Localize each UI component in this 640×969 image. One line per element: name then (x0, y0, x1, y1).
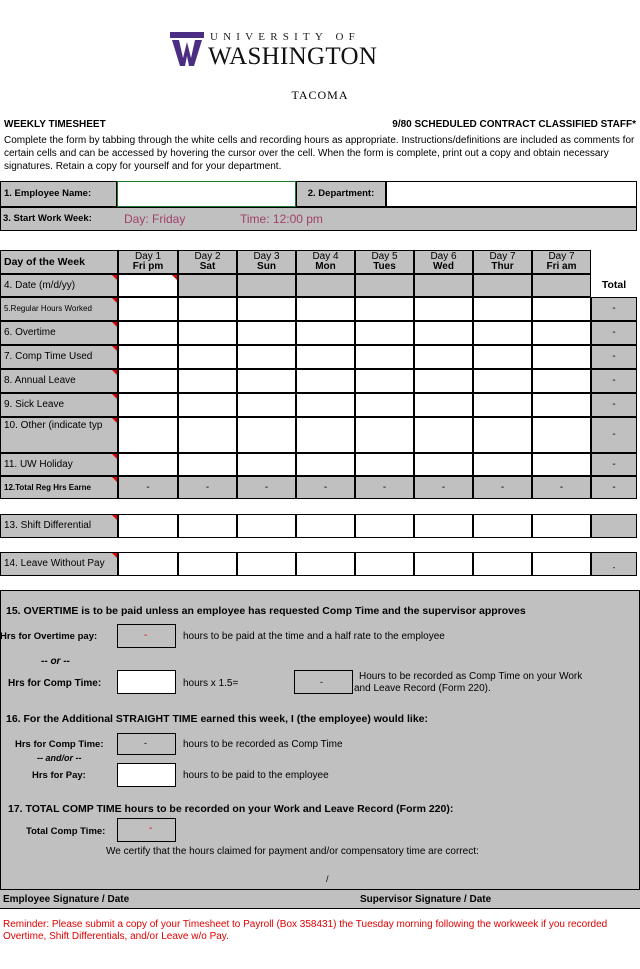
cell-holiday-day2[interactable] (178, 453, 237, 476)
cell-comp_used-day6[interactable] (414, 345, 473, 369)
cell-other-day3[interactable] (237, 417, 296, 453)
day-header-4 (296, 250, 355, 274)
cell-regular-day7[interactable] (473, 297, 532, 321)
day-header-8 (532, 250, 591, 274)
uw-w-logo-icon (170, 32, 204, 68)
cell-total_reg-day7 (473, 476, 532, 499)
cell-overtime-day7[interactable] (473, 321, 532, 345)
cell-overtime-day8[interactable] (532, 321, 591, 345)
comp-record-text-2: and Leave Record (Form 220). (354, 683, 491, 694)
comp-multiplier: hours x 1.5= (183, 678, 239, 689)
cell-overtime-day5[interactable] (355, 321, 414, 345)
cell-other-day7[interactable] (473, 417, 532, 453)
comp-record-text-1: Hours to be recorded as Comp Time on your Work (359, 671, 583, 682)
employee-name-field[interactable] (117, 181, 296, 207)
cell-total_reg-day4 (296, 476, 355, 499)
cell-holiday-day5[interactable] (355, 453, 414, 476)
start-time-value: Time: 12:00 pm (240, 212, 323, 226)
total-regular: - (591, 297, 637, 321)
cell-regular-day2[interactable] (178, 297, 237, 321)
day-header-number: Day 3 (253, 251, 280, 262)
total-shift_diff (591, 514, 637, 538)
cell-holiday-day8[interactable] (532, 453, 591, 476)
cell-other-day4[interactable] (296, 417, 355, 453)
cell-comp_used-day7[interactable] (473, 345, 532, 369)
cell-annual-day7[interactable] (473, 369, 532, 393)
total-comp-value: - (149, 823, 153, 834)
cell-lwop-day7[interactable] (473, 552, 532, 576)
day-header-name: Tues (373, 261, 396, 272)
payroll-reminder: Reminder: Please submit a copy of your Timesheet to Payroll (Box 358431) the Tuesday morning following the workweek if you recorded Overtime, Shift Differentials, and/or Leave w/o Pay. (3, 919, 608, 942)
cell-other-day6[interactable] (414, 417, 473, 453)
ot-pay-text: hours to be paid at the time and a half rate to the employee (183, 631, 445, 642)
day-of-week-label: Day of the Week (0, 250, 118, 274)
row-label-total_reg: 12.Total Reg Hrs Earne (0, 476, 118, 499)
straight-comp-text: hours to be recorded as Comp Time (183, 739, 343, 750)
cell-sick-day7[interactable] (473, 393, 532, 417)
ot-pay-value: - (144, 630, 148, 641)
cell-holiday-day3[interactable] (237, 453, 296, 476)
section16-title: 16. For the Additional STRAIGHT TIME earned this week, I (the employee) would like: (6, 713, 429, 725)
supervisor-signature-label: Supervisor Signature / Date (360, 894, 492, 905)
university-name: WASHINGTON (208, 43, 378, 70)
day-header-number: Day 7 (548, 251, 575, 262)
cell-lwop-day1[interactable] (118, 552, 178, 576)
straight-comp-value: - (144, 738, 147, 748)
total-lwop: - (591, 552, 637, 576)
cell-date-day7 (473, 274, 532, 297)
day-header-name: Mon (315, 261, 336, 272)
cell-shift_diff-day7[interactable] (473, 514, 532, 538)
row-label-holiday: 11. UW Holiday (0, 453, 118, 476)
cell-date-day2 (178, 274, 237, 297)
row-label-lwop: 14. Leave Without Pay (0, 552, 118, 576)
total-holiday: - (591, 453, 637, 476)
day-header-7 (473, 250, 532, 274)
day-header-1 (118, 250, 178, 274)
cell-total_reg-day3 (237, 476, 296, 499)
cell-shift_diff-day6[interactable] (414, 514, 473, 538)
cell-overtime-day3[interactable] (237, 321, 296, 345)
total-reg-day-value: - (323, 482, 328, 493)
start-day-value: Day: Friday (124, 212, 186, 226)
campus-name: TACOMA (291, 88, 349, 102)
row-label-comp_used: 7. Comp Time Used (0, 345, 118, 369)
cell-shift_diff-day4[interactable] (296, 514, 355, 538)
cell-annual-day3[interactable] (237, 369, 296, 393)
cell-comp_used-day1[interactable] (118, 345, 178, 369)
day-header-number: Day 2 (194, 251, 221, 262)
section15-title: 15. OVERTIME is to be paid unless an employee has requested Comp Time and the supervisor approves (6, 605, 526, 617)
cell-date-day4 (296, 274, 355, 297)
day-header-2 (178, 250, 237, 274)
row-label-shift_diff: 13. Shift Differential (0, 514, 118, 538)
ot-pay-label: Hrs for Overtime pay: (0, 631, 98, 642)
cell-overtime-day6[interactable] (414, 321, 473, 345)
cell-regular-day5[interactable] (355, 297, 414, 321)
row-label-regular: 5.Regular Hours Worked (0, 297, 118, 321)
total-total_reg: - (591, 476, 637, 499)
cell-holiday-day6[interactable] (414, 453, 473, 476)
day-header-6 (414, 250, 473, 274)
comp-result-box (294, 670, 353, 694)
cell-regular-day6[interactable] (414, 297, 473, 321)
straight-pay-label: Hrs for Pay: (32, 770, 86, 781)
cell-total_reg-day2 (178, 476, 237, 499)
cell-holiday-day4[interactable] (296, 453, 355, 476)
total-reg-day-value: - (264, 482, 269, 493)
total-annual: - (591, 369, 637, 393)
cell-comp_used-day2[interactable] (178, 345, 237, 369)
instructions: Complete the form by tabbing through the white cells and recording hours as appropriate. Instructions/definitions are included as comments for certain cells and can be accessed by hovering the cursor over the cell. When the form is complete, print out a copy and obtain necessary signatures. Retain a copy for yourself and for your department. (4, 135, 635, 172)
certify-text: We certify that the hours claimed for payment and/or compensatory time are correct: (106, 846, 479, 857)
straight-pay-input[interactable] (117, 763, 176, 787)
cell-sick-day5[interactable] (355, 393, 414, 417)
cell-holiday-day7[interactable] (473, 453, 532, 476)
total-comp_used: - (591, 345, 637, 369)
cell-shift_diff-day5[interactable] (355, 514, 414, 538)
cell-annual-day6[interactable] (414, 369, 473, 393)
cell-shift_diff-day2[interactable] (178, 514, 237, 538)
day-header-name: Thur (491, 261, 514, 272)
cell-sick-day1[interactable] (118, 393, 178, 417)
row-label-date: 4. Date (m/d/yy) (0, 274, 118, 297)
cell-lwop-day4[interactable] (296, 552, 355, 576)
cell-annual-day2[interactable] (178, 369, 237, 393)
total-reg-day-value: - (559, 482, 564, 493)
cell-shift_diff-day3[interactable] (237, 514, 296, 538)
cell-overtime-day4[interactable] (296, 321, 355, 345)
cell-annual-day1[interactable] (118, 369, 178, 393)
cell-annual-day5[interactable] (355, 369, 414, 393)
total-reg-day-value: - (500, 482, 505, 493)
total-comp-label: Total Comp Time: (26, 826, 106, 837)
cell-shift_diff-day8[interactable] (532, 514, 591, 538)
staff-type-title: 9/80 SCHEDULED CONTRACT CLASSIFIED STAFF* (392, 119, 636, 130)
cell-comp_used-day4[interactable] (296, 345, 355, 369)
cell-overtime-day2[interactable] (178, 321, 237, 345)
form-title: WEEKLY TIMESHEET (4, 119, 106, 130)
cell-lwop-day8[interactable] (532, 552, 591, 576)
total-column-header: Total (591, 274, 637, 297)
andor-separator: -- and/or -- (37, 753, 82, 763)
total-reg-day-value: - (146, 482, 150, 493)
signature-slash: / (326, 874, 329, 884)
cell-lwop-day6[interactable] (414, 552, 473, 576)
cell-other-day8[interactable] (532, 417, 591, 453)
cell-date-day6 (414, 274, 473, 297)
cell-sick-day2[interactable] (178, 393, 237, 417)
cell-regular-day1[interactable] (118, 297, 178, 321)
cell-overtime-day1[interactable] (118, 321, 178, 345)
cell-other-day2[interactable] (178, 417, 237, 453)
total-comp-box (117, 818, 176, 842)
total-reg-day-value: - (441, 482, 446, 493)
row-label-sick: 9. Sick Leave (0, 393, 118, 417)
cell-total_reg-day1 (118, 476, 178, 499)
cell-lwop-day2[interactable] (178, 552, 237, 576)
comp-time-label: Hrs for Comp Time: (8, 678, 102, 689)
department-field[interactable] (386, 181, 637, 207)
day-header-5 (355, 250, 414, 274)
cell-regular-day8[interactable] (532, 297, 591, 321)
cell-regular-day4[interactable] (296, 297, 355, 321)
day-header-number: Day 1 (134, 251, 162, 262)
cell-lwop-day5[interactable] (355, 552, 414, 576)
row-label-overtime: 6. Overtime (0, 321, 118, 345)
total-other: - (591, 417, 637, 453)
employee-signature-label: Employee Signature / Date (3, 894, 130, 905)
cell-annual-day4[interactable] (296, 369, 355, 393)
cell-other-day1[interactable] (118, 417, 178, 453)
cell-date-day8 (532, 274, 591, 297)
day-header-name: Fri pm (132, 261, 164, 272)
day-header-name: Sat (199, 261, 216, 272)
total-reg-day-value: - (382, 482, 387, 493)
day-header-number: Day 4 (312, 251, 339, 262)
cell-holiday-day1[interactable] (118, 453, 178, 476)
straight-pay-text: hours to be paid to the employee (183, 770, 329, 781)
total-reg-day-value: - (205, 482, 210, 493)
section17-title: 17. TOTAL COMP TIME hours to be recorded on your Work and Leave Record (Form 220): (8, 803, 454, 815)
cell-date-day5 (355, 274, 414, 297)
day-header-number: Day 7 (489, 251, 516, 262)
employee-name-label: 1. Employee Name: (0, 181, 117, 207)
cell-regular-day3[interactable] (237, 297, 296, 321)
cell-total_reg-day6 (414, 476, 473, 499)
cell-sick-day8[interactable] (532, 393, 591, 417)
cell-comp_used-day5[interactable] (355, 345, 414, 369)
cell-shift_diff-day1[interactable] (118, 514, 178, 538)
cell-total_reg-day8 (532, 476, 591, 499)
cell-sick-day4[interactable] (296, 393, 355, 417)
or-separator: -- or -- (41, 656, 70, 667)
cell-lwop-day3[interactable] (237, 552, 296, 576)
cell-annual-day8[interactable] (532, 369, 591, 393)
start-week-label: 3. Start Work Week: (3, 213, 92, 224)
department-label: 2. Department: (296, 181, 386, 207)
day-header-name: Wed (433, 261, 454, 272)
cell-other-day5[interactable] (355, 417, 414, 453)
day-header-name: Sun (257, 261, 276, 272)
total-sick: - (591, 393, 637, 417)
day-header-number: Day 6 (430, 251, 457, 262)
cell-comp_used-day8[interactable] (532, 345, 591, 369)
row-label-annual: 8. Annual Leave (0, 369, 118, 393)
cell-date-day3 (237, 274, 296, 297)
cell-sick-day3[interactable] (237, 393, 296, 417)
day-header-number: Day 5 (371, 251, 398, 262)
comp-result-value: - (320, 677, 323, 687)
day-header-name: Fri am (546, 261, 577, 272)
cell-total_reg-day5 (355, 476, 414, 499)
total-overtime: - (591, 321, 637, 345)
straight-comp-label: Hrs for Comp Time: (15, 739, 104, 750)
cell-date-day1[interactable] (118, 274, 178, 297)
row-label-other: 10. Other (indicate typ (0, 417, 118, 453)
cell-sick-day6[interactable] (414, 393, 473, 417)
university-top-text: UNIVERSITY OF (210, 31, 360, 43)
university-logo (168, 30, 398, 80)
day-header-3 (237, 250, 296, 274)
cell-comp_used-day3[interactable] (237, 345, 296, 369)
comp-time-input[interactable] (117, 670, 176, 694)
